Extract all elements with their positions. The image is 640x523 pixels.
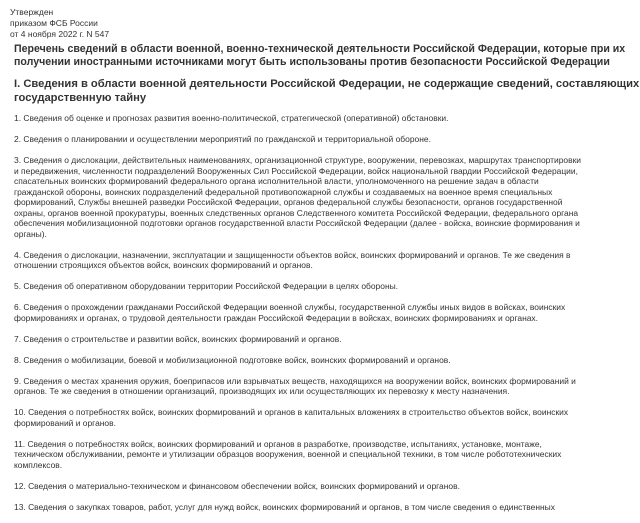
list-item — [14, 502, 632, 513]
list-item-line: спасательных воинских формирований федерального органа исполнительной власти, уполномоченного на решение задач в области — [14, 176, 539, 186]
list-item-line: органы). — [14, 228, 47, 239]
list-item-line: техническом обслуживании, ремонте и утилизации образцов вооружения, военной и специальной техники, в том числе робототехнических — [14, 449, 562, 459]
list-item — [14, 481, 632, 492]
list-item — [14, 113, 632, 124]
list-item-line: 10. Сведения о потребностях войск, воинских формирований и органов в капитальных вложениях в строительство объектов войск, воинских — [14, 407, 569, 417]
list-item-line: 11. Сведения о потребностях войск, воинских формирований и органов в разработке, производстве, испытаниях, установке, монтаже, — [14, 438, 542, 449]
items-list — [14, 113, 632, 523]
list-item-line: 8. Сведения о мобилизации, боевой и мобилизационной подготовке войск, воинских формирований и органов. — [14, 354, 451, 365]
list-item-line: охраны, органов военной прокуратуры, военных следственных органов Следственного комитета Российской Федерации, федерального органа — [14, 207, 579, 218]
list-item-line: 7. Сведения о строительстве и развитии войск, воинских формирований и органов. — [14, 333, 342, 344]
list-item — [14, 334, 632, 345]
document-title-line-1: Перечень сведений в области военной, военно-технической деятельности Российской Федерации, которые при их — [14, 43, 626, 55]
document-title — [14, 43, 634, 69]
list-item-line: отношении строящихся объектов войск, воинских формирований и органов. — [14, 260, 313, 270]
list-item-line: 5. Сведения об оперативном оборудовании территории Российской Федерации в целях обороны. — [14, 281, 399, 291]
list-item-line: комплексов. — [14, 459, 63, 470]
list-item — [14, 250, 632, 271]
list-item-line: формированиях и органах, о трудовой деятельности граждан Российской Федерации в войсках, воинских формированиях и органах. — [14, 312, 538, 323]
list-item-line: 6. Сведения о прохождении гражданами Российской Федерации военной службы, государственной службы иных видов в войсках, воинских — [14, 302, 566, 312]
list-item — [14, 355, 632, 366]
list-item-line: обеспечения мобилизационной подготовки органов государственной власти Российской Федерации (далее - войска, воинские формирования и — [14, 218, 580, 228]
list-item-line: формирований, Службы внешней разведки Российской Федерации, органов федеральной службы безопасности, органов государственной — [14, 197, 563, 207]
list-item-line: органов. Те же сведения в отношении организаций, производящих их или осуществляющих их перевозку к месту назначения. — [14, 386, 510, 396]
list-item-line: и передвижения, численности подразделений Вооруженных Сил Российской Федерации, войск национальной гвардии Российской Федерации, — [14, 165, 578, 176]
list-item — [14, 302, 632, 323]
approval-stamp — [10, 7, 109, 40]
list-item — [14, 281, 632, 292]
list-item — [14, 134, 632, 145]
section-heading-line-2: государственную тайну — [14, 92, 147, 104]
list-item-line: формирований и органов. — [14, 417, 116, 428]
approval-line-2: приказом ФСБ России — [10, 18, 98, 28]
section-heading — [14, 77, 640, 105]
approval-line-3: от 4 ноября 2022 г. N 547 — [10, 29, 110, 39]
list-item — [14, 407, 632, 428]
list-item-line: 4. Сведения о дислокации, назначении, эксплуатации и защищенности объектов войск, воинских формирований и органов. Те же сведения в — [14, 249, 571, 260]
list-item-line: 1. Сведения об оценке и прогнозах развития военно-политической, стратегической (оперативной) обстановки. — [14, 113, 449, 123]
document-title-line-2: получении иностранными источниками могут быть использованы против безопасности Российской Федерации — [14, 56, 610, 68]
approval-line-1: Утвержден — [10, 7, 54, 17]
section-heading-line-1: I. Сведения в области военной деятельности Российской Федерации, не содержащие сведений, составляющих — [14, 78, 640, 90]
list-item-line: 3. Сведения о дислокации, действительных наименованиях, организационной структуре, вооружении, перевозках, маршрутах транспортировки — [14, 155, 581, 165]
list-item-line: 13. Сведения о закупках товаров, работ, услуг для нужд войск, воинских формирований и органов, в том числе сведения о единственных — [14, 501, 555, 512]
list-item — [14, 376, 632, 397]
list-item-line: 12. Сведения о материально-техническом и финансовом обеспечении войск, воинских формирований и органов. — [14, 480, 460, 491]
list-item — [14, 155, 632, 239]
list-item-line: 9. Сведения о местах хранения оружия, боеприпасов или взрывчатых веществ, находящихся на вооружении войск, воинских формирований и — [14, 375, 576, 386]
list-item — [14, 439, 632, 471]
list-item-line: гражданской обороны, воинских подразделений федеральной противопожарной службы и создаваемых на военное время специальных — [14, 186, 553, 197]
list-item-line: 2. Сведения о планировании и осуществлении мероприятий по гражданской и территориальной обороне. — [14, 134, 431, 144]
